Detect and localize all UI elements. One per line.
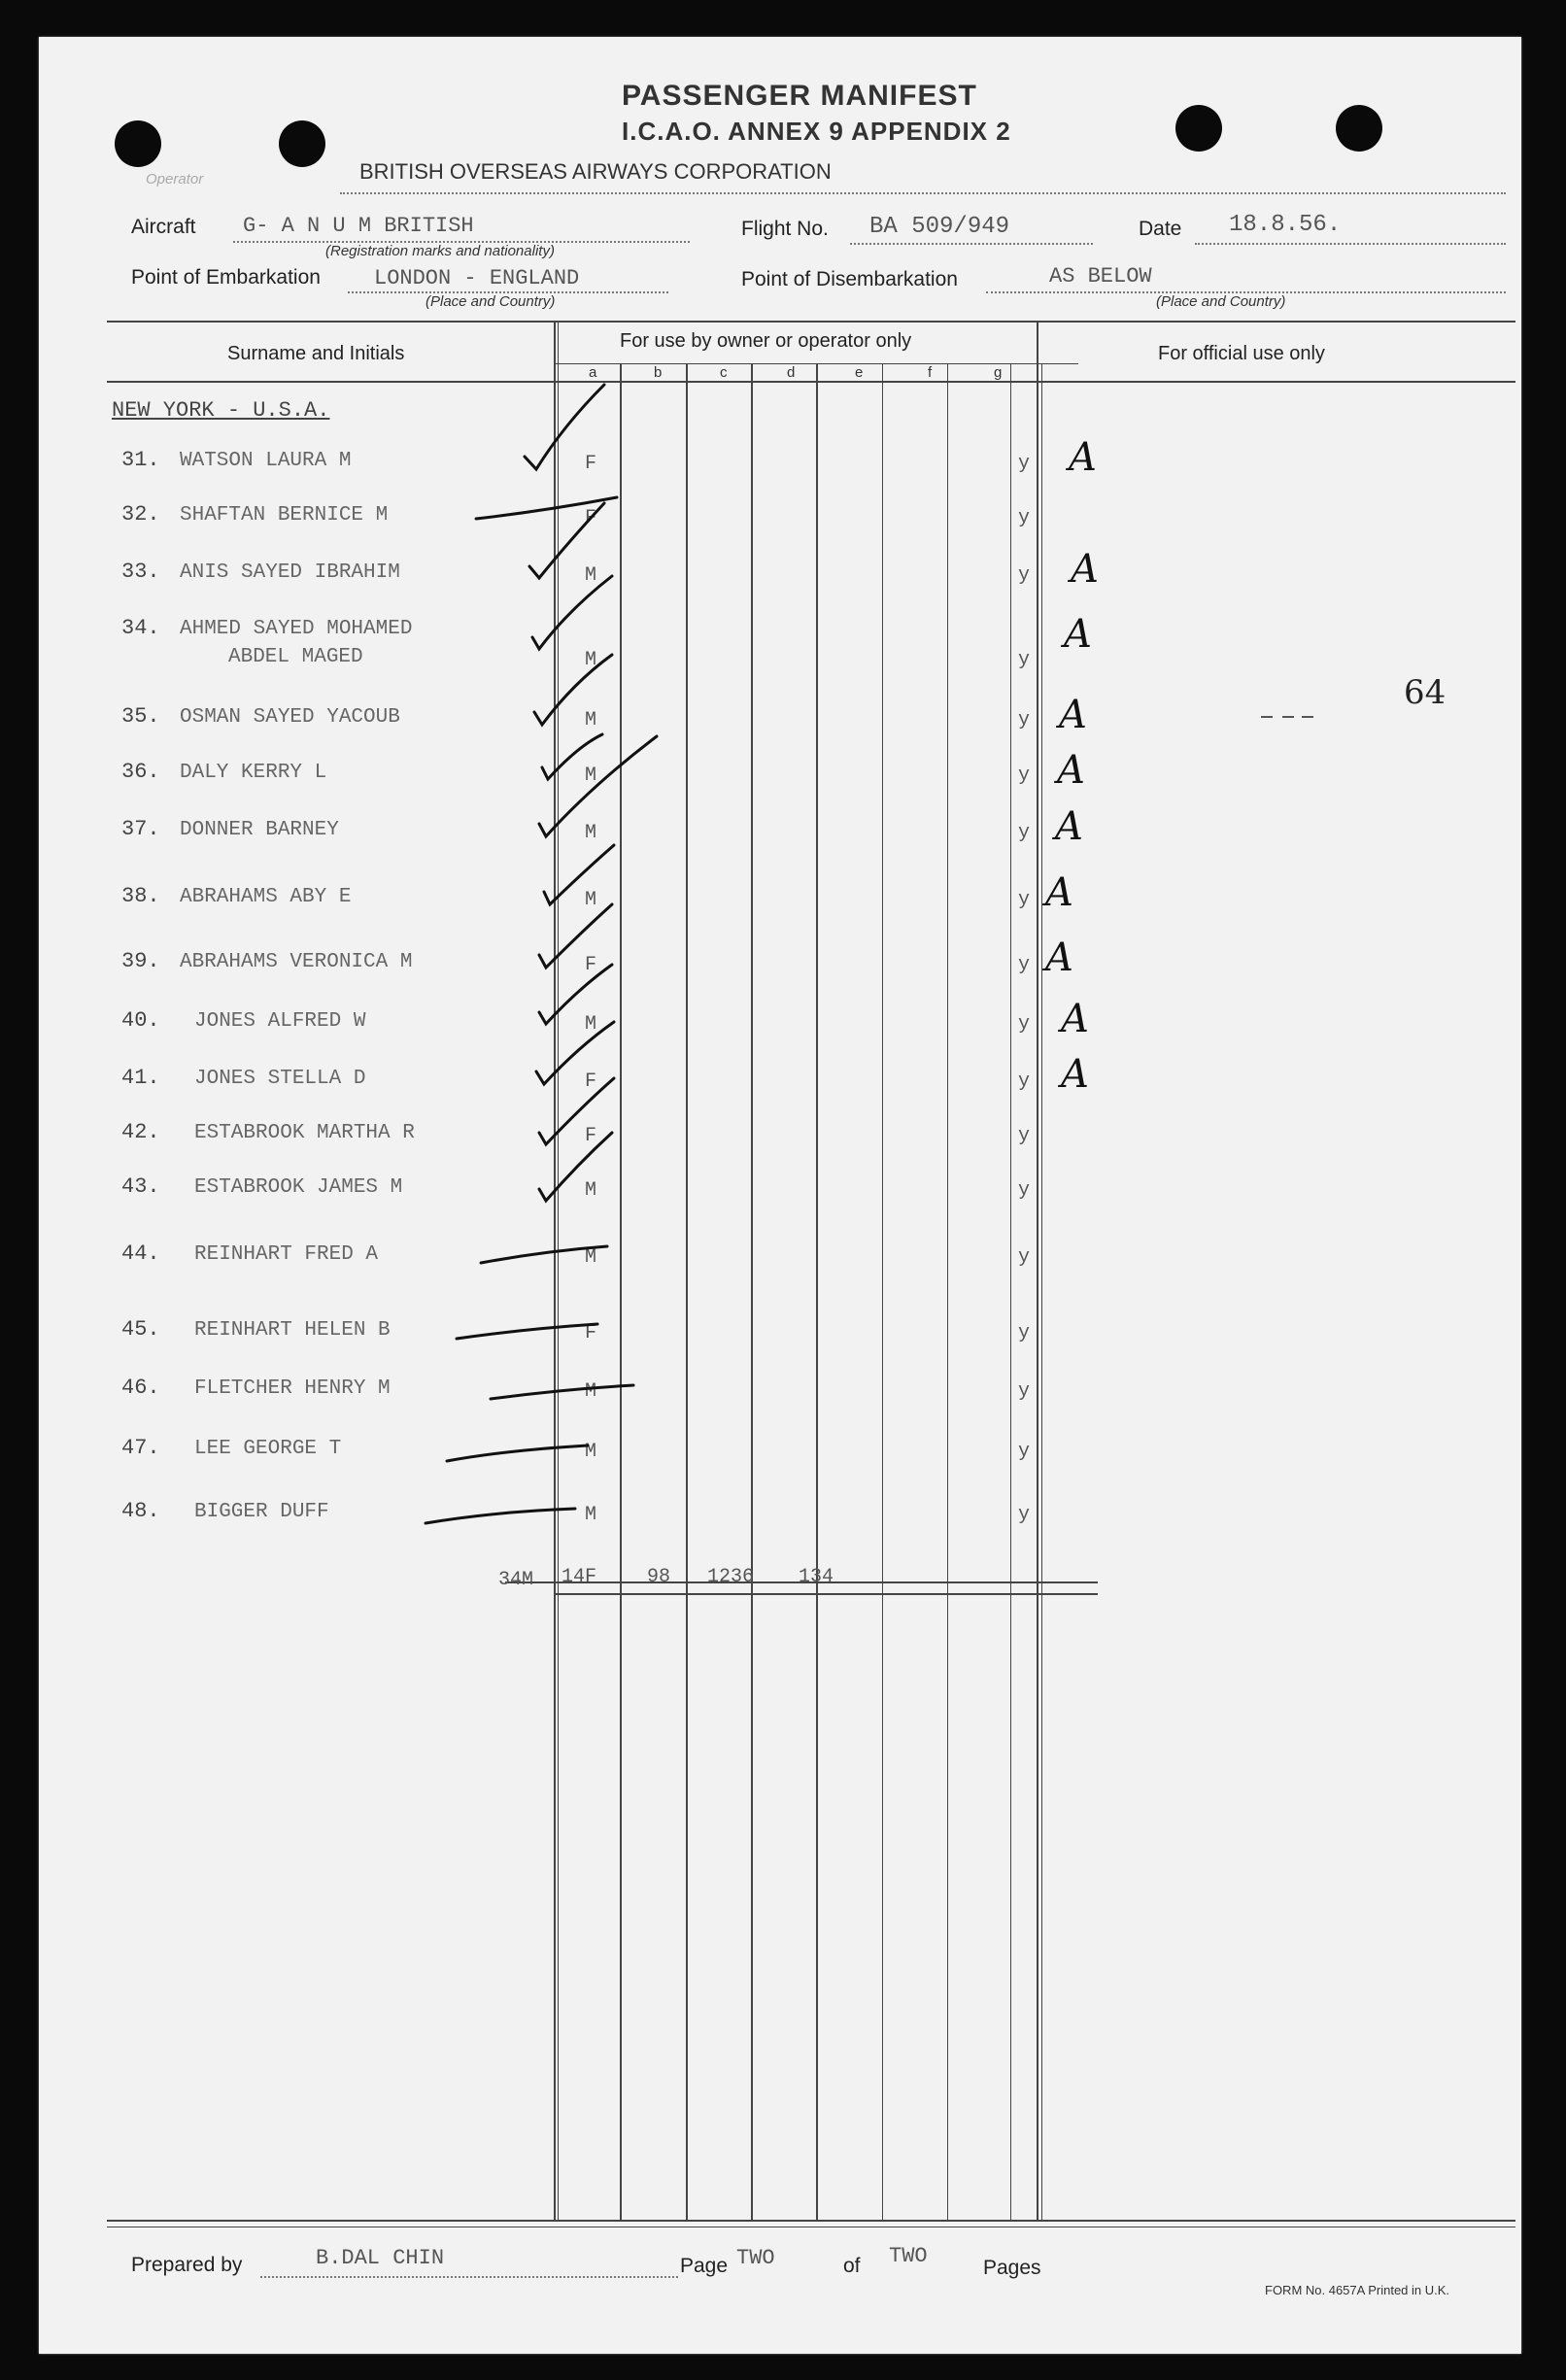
passenger-name: LEE GEORGE T [194, 1438, 342, 1460]
passenger-sex: M [585, 1013, 597, 1036]
check-mark [539, 1078, 614, 1144]
check-mark [539, 904, 612, 968]
handwritten-marks [39, 37, 1521, 2354]
passenger-name-continued: ABDEL MAGED [228, 646, 363, 668]
total-b: 98 [647, 1566, 671, 1588]
operator-value: BRITISH OVERSEAS AIRWAYS CORPORATION [359, 159, 832, 184]
g-mark: y [1018, 1071, 1031, 1093]
passenger-sex: M [585, 1441, 597, 1463]
sub-col-a: a [589, 364, 597, 381]
sub-col-e: e [855, 364, 864, 381]
row-number: 44. [121, 1241, 160, 1266]
strike-mark [447, 1445, 588, 1461]
official-mark: A [1059, 693, 1087, 737]
strike-mark [481, 1246, 607, 1263]
sub-col-c: c [720, 364, 728, 381]
official-mark: A [1061, 1052, 1089, 1097]
passenger-name: OSMAN SAYED YACOUB [180, 706, 400, 729]
official-mark: A [1057, 748, 1085, 793]
passenger-sex: F [585, 453, 597, 475]
passenger-sex: M [585, 1504, 597, 1526]
g-mark: y [1018, 1380, 1031, 1403]
of-value: TWO [889, 2244, 928, 2268]
g-mark: y [1018, 822, 1031, 844]
total-males: 34M [498, 1569, 534, 1591]
row-number: 40. [121, 1008, 160, 1033]
passenger-name: ESTABROOK MARTHA R [194, 1122, 415, 1144]
passenger-name: FLETCHER HENRY M [194, 1377, 391, 1400]
passenger-sex: M [585, 1380, 597, 1403]
passenger-sex: F [585, 954, 597, 976]
check-mark [539, 736, 657, 836]
g-mark: y [1018, 1322, 1031, 1344]
row-number: 48. [121, 1499, 160, 1523]
aircraft-label: Aircraft [131, 216, 196, 238]
row-number: 41. [121, 1066, 160, 1090]
passenger-name: BIGGER DUFF [194, 1501, 329, 1523]
row-number: 36. [121, 760, 160, 784]
official-mark: A [1064, 612, 1092, 657]
g-mark: y [1018, 954, 1031, 976]
sub-col-b: b [654, 364, 663, 381]
strike-mark [491, 1385, 633, 1399]
check-mark [536, 1022, 614, 1084]
embark-value: LONDON - ENGLAND [374, 266, 580, 290]
passenger-sex: F [585, 507, 597, 529]
sub-col-d: d [787, 364, 796, 381]
form-title: PASSENGER MANIFEST [622, 80, 977, 112]
aircraft-note: (Registration marks and nationality) [325, 243, 555, 259]
g-mark: y [1018, 1125, 1031, 1147]
row-number: 47. [121, 1436, 160, 1460]
row-number: 42. [121, 1120, 160, 1144]
row-number: 46. [121, 1376, 160, 1400]
pages-label: Pages [983, 2257, 1041, 2279]
row-number: 39. [121, 949, 160, 973]
g-mark: y [1018, 507, 1031, 529]
check-mark [542, 734, 602, 779]
passenger-sex: F [585, 1071, 597, 1093]
row-number: 33. [121, 560, 160, 584]
passenger-sex: M [585, 709, 597, 731]
operator-column-header: For use by owner or operator only [620, 330, 912, 352]
check-mark [539, 1133, 612, 1201]
g-mark: y [1018, 1504, 1031, 1526]
form-number: FORM No. 4657A Printed in U.K. [1265, 2283, 1450, 2297]
section-heading: NEW YORK - U.S.A. [112, 398, 330, 423]
manifest-sheet [39, 37, 1521, 2354]
g-mark: y [1018, 1441, 1031, 1463]
surname-column-header: Surname and Initials [227, 343, 405, 364]
total-females: 14F [562, 1566, 597, 1588]
check-mark [525, 385, 604, 469]
sub-col-g: g [994, 364, 1003, 381]
passenger-sex: M [585, 1246, 597, 1269]
strike-mark [457, 1324, 597, 1339]
g-mark: y [1018, 564, 1031, 587]
disembark-note: (Place and Country) [1156, 293, 1286, 310]
official-mark: A [1071, 547, 1099, 592]
g-mark: y [1018, 1246, 1031, 1269]
passenger-name: WATSON LAURA M [180, 450, 352, 472]
g-mark: y [1018, 1013, 1031, 1036]
check-mark [544, 845, 614, 904]
passenger-name: AHMED SAYED MOHAMED [180, 618, 413, 640]
check-mark [532, 576, 612, 649]
embark-note: (Place and Country) [426, 293, 556, 310]
total-d: 134 [799, 1566, 834, 1588]
passenger-name: ESTABROOK JAMES M [194, 1176, 403, 1199]
official-mark: A [1045, 870, 1073, 915]
aircraft-value: G- A N U M BRITISH [243, 214, 474, 238]
side-number: 64 [1404, 673, 1447, 712]
official-mark: A [1061, 997, 1089, 1041]
passenger-name: JONES ALFRED W [194, 1010, 366, 1033]
passenger-sex: M [585, 649, 597, 671]
passenger-sex: M [585, 822, 597, 844]
g-mark: y [1018, 765, 1031, 787]
passenger-sex: F [585, 1125, 597, 1147]
passenger-name: ABRAHAMS ABY E [180, 886, 352, 908]
row-number: 34. [121, 616, 160, 640]
passenger-name: REINHART HELEN B [194, 1319, 391, 1342]
row-number: 35. [121, 704, 160, 729]
passenger-name: DALY KERRY L [180, 762, 327, 784]
strike-mark [476, 497, 617, 519]
row-number: 43. [121, 1174, 160, 1199]
date-label: Date [1139, 218, 1182, 240]
prepared-value: B.DAL CHIN [316, 2246, 445, 2270]
official-column-header: For official use only [1158, 343, 1325, 364]
embark-label: Point of Embarkation [131, 266, 321, 289]
passenger-sex: M [585, 889, 597, 911]
row-number: 38. [121, 884, 160, 908]
sub-col-f: f [928, 364, 933, 381]
official-mark: A [1055, 804, 1083, 849]
passenger-sex: F [585, 1322, 597, 1344]
g-mark: y [1018, 649, 1031, 671]
disembark-value: AS BELOW [1049, 264, 1152, 289]
passenger-name: REINHART FRED A [194, 1243, 379, 1266]
page-label: Page [680, 2255, 729, 2277]
g-mark: y [1018, 889, 1031, 911]
official-mark: A [1069, 435, 1097, 480]
g-mark: y [1018, 1179, 1031, 1202]
form-subtitle: I.C.A.O. ANNEX 9 APPENDIX 2 [622, 117, 1011, 146]
of-label: of [843, 2255, 861, 2277]
flight-value: BA 509/949 [869, 214, 1010, 240]
flight-label: Flight No. [741, 218, 829, 240]
operator-label: Operator [146, 171, 204, 187]
passenger-name: ANIS SAYED IBRAHIM [180, 561, 400, 584]
row-number: 37. [121, 817, 160, 841]
passenger-sex: M [585, 765, 597, 787]
disembark-label: Point of Disembarkation [741, 268, 958, 290]
passenger-name: SHAFTAN BERNICE M [180, 504, 389, 527]
official-mark: A [1045, 935, 1073, 980]
prepared-label: Prepared by [131, 2254, 243, 2276]
passenger-name: JONES STELLA D [194, 1068, 366, 1090]
row-number: 32. [121, 502, 160, 527]
passenger-name: ABRAHAMS VERONICA M [180, 951, 413, 973]
g-mark: y [1018, 709, 1031, 731]
row-number: 31. [121, 448, 160, 472]
strike-mark [426, 1509, 575, 1523]
passenger-name: DONNER BARNEY [180, 819, 339, 841]
passenger-sex: M [585, 1179, 597, 1202]
date-value: 18.8.56. [1229, 212, 1342, 238]
page-value: TWO [736, 2246, 775, 2270]
check-mark [534, 655, 612, 725]
total-c: 1236 [707, 1566, 755, 1588]
passenger-sex: M [585, 564, 597, 587]
check-mark [539, 965, 612, 1024]
row-number: 45. [121, 1317, 160, 1342]
g-mark: y [1018, 453, 1031, 475]
check-mark [529, 503, 604, 578]
